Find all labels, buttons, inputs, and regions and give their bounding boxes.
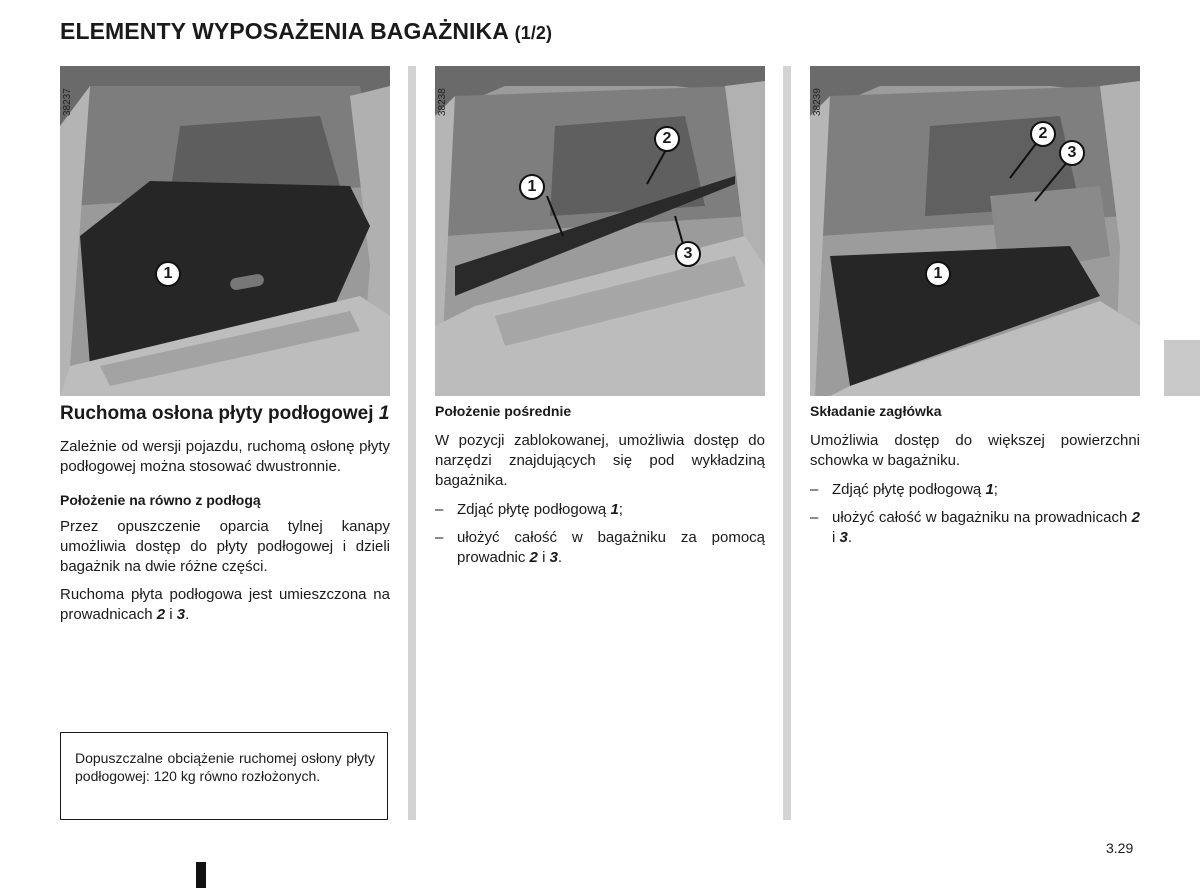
ref-2: 2 — [529, 549, 538, 566]
trunk-illustration-2 — [435, 66, 765, 396]
intro-paragraph: Zależnie od wersji pojazdu, ruchomą osłonę płyty podłogowej można stosować dwustronnie. — [60, 438, 390, 475]
column-separator — [408, 66, 416, 820]
list-item: – Zdjąć płytę podłogową 1; — [435, 501, 623, 518]
column-separator — [783, 66, 791, 820]
callout-1: 1 — [933, 265, 943, 282]
ref-1: 1 — [985, 481, 994, 498]
callout-2: 2 — [1038, 125, 1048, 142]
subheading: Położenie na równo z podłogą — [60, 492, 261, 508]
callout-3: 3 — [683, 245, 693, 262]
callout-2: 2 — [662, 130, 672, 147]
photo-code: 38239 — [812, 88, 823, 116]
paragraph: Umożliwia dostęp do większej powierzchni schowka w bagażniku. — [810, 432, 1140, 469]
section-heading: Ruchoma osłona płyty podłogowej 1 — [60, 403, 390, 424]
title-text: ELEMENTY WYPOSAŻENIA BAGAŻNIKA — [60, 18, 509, 44]
subheading: Składanie zagłówka — [810, 403, 942, 419]
callout-1: 1 — [163, 265, 173, 282]
paragraph: Przez opuszczenie oparcia tylnej kanapy umożliwia dostęp do płyty podłogowej i dzieli bagażnik na dwie różne części. — [60, 518, 390, 575]
subheading: Położenie pośrednie — [435, 403, 572, 419]
ref-3: 3 — [549, 549, 558, 566]
paragraph-rails: Ruchoma płyta podłogowa jest umieszczona na prowadnicach 2 i 3. — [60, 586, 390, 623]
paragraph: W pozycji zablokowanej, umożliwia dostęp do narzędzi znajdujących się pod wykładziną bagażnika. — [435, 432, 765, 489]
column-1-text — [60, 403, 390, 625]
list-item: – Zdjąć płytę podłogową 1; — [810, 481, 998, 498]
list-item: – ułożyć całość w bagażniku za pomocą prowadnic 2 i 3. — [435, 529, 765, 566]
ref-2: 2 — [156, 606, 166, 623]
photo-code: 38238 — [437, 88, 448, 116]
callout-1: 1 — [527, 178, 537, 195]
chapter-tab — [1164, 340, 1200, 396]
ref-3: 3 — [176, 606, 186, 623]
ref-3: 3 — [839, 529, 848, 546]
title-part: (1/2) — [514, 23, 553, 43]
list-item: – ułożyć całość w bagażniku na prowadnicach 2 i 3. — [810, 509, 1140, 546]
column-2-text — [435, 403, 765, 568]
load-note-box: Dopuszczalne obciążenie ruchomej osłony płyty podłogowej: 120 kg równo rozłożonych. — [60, 732, 388, 820]
page-number: 3.29 — [1106, 840, 1134, 856]
trunk-photo-2 — [435, 66, 765, 396]
callout-3: 3 — [1067, 144, 1077, 161]
page-title — [60, 18, 552, 45]
ref-1: 1 — [610, 501, 619, 518]
trunk-illustration-1 — [60, 66, 390, 396]
ref-2: 2 — [1131, 509, 1140, 526]
heading-number: 1 — [378, 403, 390, 424]
column-3-text — [810, 403, 1140, 548]
trunk-photo-1 — [60, 66, 390, 396]
trunk-illustration-3 — [810, 66, 1140, 396]
bottom-marker — [196, 862, 206, 888]
photo-code: 38237 — [62, 88, 73, 116]
trunk-photo-3 — [810, 66, 1140, 396]
